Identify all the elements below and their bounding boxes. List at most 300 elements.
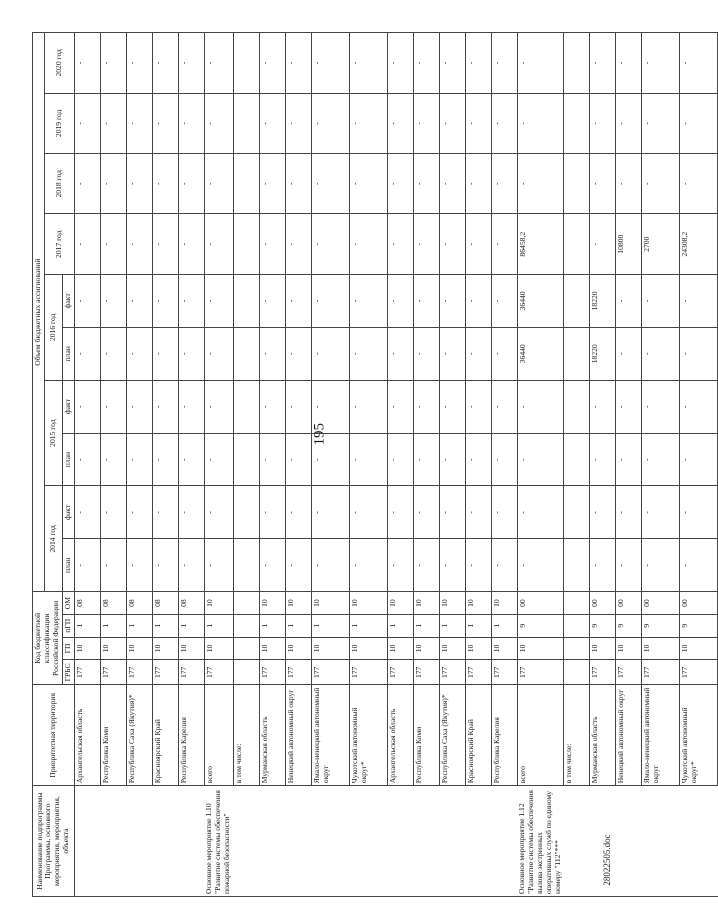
cell-f15: -: [642, 380, 680, 433]
cell-f16: -: [413, 274, 439, 327]
cell-name: [491, 786, 517, 897]
cell-p15: -: [439, 433, 465, 486]
cell-name: [233, 786, 259, 897]
cell-name: [564, 786, 590, 897]
cell-gp: 10: [642, 637, 680, 660]
cell-f16: -: [387, 274, 413, 327]
cell-y17: -: [491, 214, 517, 274]
cell-p15: -: [311, 433, 349, 486]
cell-om: [564, 592, 590, 615]
cell-p16: -: [465, 327, 491, 380]
cell-f15: -: [100, 380, 126, 433]
cell-f15: -: [178, 380, 204, 433]
cell-f14: -: [178, 486, 204, 539]
cell-y17: -: [439, 214, 465, 274]
cell-y18: -: [642, 154, 680, 214]
cell-f14: -: [616, 486, 642, 539]
cell-y19: -: [491, 93, 517, 153]
cell-p16: -: [439, 327, 465, 380]
cell-f14: -: [680, 486, 718, 539]
cell-p16: [564, 327, 590, 380]
cell-pgp: 9: [590, 614, 616, 637]
cell-grbs: 177: [642, 660, 680, 685]
cell-y18: [564, 154, 590, 214]
cell-gp: 10: [590, 637, 616, 660]
cell-territory: Мурманская область: [259, 685, 285, 786]
cell-gp: 10: [178, 637, 204, 660]
cell-p15: -: [349, 433, 387, 486]
cell-p16: 18220: [590, 327, 616, 380]
header-2020: 2020 год: [44, 33, 74, 94]
table-row: [517, 33, 564, 897]
header-2018: 2018 год: [44, 154, 74, 214]
cell-p15: -: [204, 433, 233, 486]
cell-grbs: [564, 660, 590, 685]
cell-p16: -: [680, 327, 718, 380]
cell-f16: -: [465, 274, 491, 327]
cell-f16: -: [311, 274, 349, 327]
table-body: [74, 33, 718, 897]
cell-y19: -: [439, 93, 465, 153]
cell-p14: -: [152, 539, 178, 592]
cell-name: [387, 786, 413, 897]
cell-f14: -: [465, 486, 491, 539]
cell-pgp: 1: [152, 614, 178, 637]
cell-f15: [233, 380, 259, 433]
cell-y19: [233, 93, 259, 153]
cell-grbs: 177: [387, 660, 413, 685]
cell-pgp: 9: [680, 614, 718, 637]
table-row: [311, 33, 349, 897]
cell-f16: -: [204, 274, 233, 327]
cell-f14: -: [311, 486, 349, 539]
cell-grbs: 177: [311, 660, 349, 685]
cell-y17: [564, 214, 590, 274]
cell-p14: -: [517, 539, 564, 592]
header-gp: ГП: [62, 637, 74, 660]
cell-y20: -: [413, 33, 439, 94]
header-name: Наименование подпрограммы Программы, основного мероприятия, мероприятия, объекта: [33, 786, 75, 897]
cell-y20: -: [616, 33, 642, 94]
cell-f14: -: [590, 486, 616, 539]
header-om: ОМ: [62, 592, 74, 615]
cell-name: [285, 786, 311, 897]
cell-name: [311, 786, 349, 897]
cell-p14: -: [349, 539, 387, 592]
cell-y19: -: [178, 93, 204, 153]
cell-y19: -: [74, 93, 100, 153]
cell-y20: -: [311, 33, 349, 94]
page-number-text: 195: [311, 423, 328, 446]
cell-territory: Республика Саха (Якутия)*: [126, 685, 152, 786]
cell-name: [126, 786, 152, 897]
cell-p16: -: [285, 327, 311, 380]
cell-gp: 10: [311, 637, 349, 660]
cell-p14: -: [439, 539, 465, 592]
cell-territory: Архангельская область: [74, 685, 100, 786]
cell-territory: Республика Саха (Якутия)*: [439, 685, 465, 786]
cell-y17: -: [387, 214, 413, 274]
cell-p16: -: [259, 327, 285, 380]
cell-p16: -: [126, 327, 152, 380]
table-row: [259, 33, 285, 897]
cell-f14: -: [642, 486, 680, 539]
cell-pgp: 1: [465, 614, 491, 637]
cell-p14: -: [642, 539, 680, 592]
cell-om: 10: [259, 592, 285, 615]
cell-grbs: 177: [100, 660, 126, 685]
cell-p15: -: [517, 433, 564, 486]
header-territory: Приоритетная территория: [33, 685, 75, 786]
cell-p15: -: [680, 433, 718, 486]
cell-y19: -: [590, 93, 616, 153]
cell-p14: -: [259, 539, 285, 592]
cell-grbs: 177: [517, 660, 564, 685]
cell-om: 00: [680, 592, 718, 615]
cell-territory: Мурманская область: [590, 685, 616, 786]
cell-p16: [233, 327, 259, 380]
cell-y19: -: [387, 93, 413, 153]
cell-y18: -: [285, 154, 311, 214]
file-name-stamp: [600, 830, 614, 890]
cell-gp: 10: [126, 637, 152, 660]
cell-y19: -: [204, 93, 233, 153]
cell-om: 00: [590, 592, 616, 615]
cell-name: [680, 786, 718, 897]
cell-grbs: 177: [413, 660, 439, 685]
cell-y18: -: [259, 154, 285, 214]
cell-p14: -: [616, 539, 642, 592]
cell-y18: -: [311, 154, 349, 214]
cell-f16: -: [259, 274, 285, 327]
cell-y17: -: [285, 214, 311, 274]
cell-f16: -: [491, 274, 517, 327]
cell-y17: -: [413, 214, 439, 274]
header-2016: 2016 год: [44, 274, 62, 380]
cell-pgp: 1: [178, 614, 204, 637]
cell-p15: -: [126, 433, 152, 486]
cell-y20: -: [100, 33, 126, 94]
cell-y18: -: [126, 154, 152, 214]
cell-y18: -: [100, 154, 126, 214]
cell-pgp: 1: [204, 614, 233, 637]
cell-om: 08: [74, 592, 100, 615]
header-code-group: Код бюджетной классификации Российской Федерации: [33, 592, 63, 685]
cell-pgp: [233, 614, 259, 637]
cell-name: [413, 786, 439, 897]
cell-y20: -: [491, 33, 517, 94]
cell-p15: -: [616, 433, 642, 486]
table-row: [680, 33, 718, 897]
cell-name: Основное мероприятие 1.12 "Развитие системы обеспечения вызова экстренных оперативных служб по единому номеру "112"***: [517, 786, 564, 897]
cell-f16: -: [285, 274, 311, 327]
cell-territory: в том числе:: [564, 685, 590, 786]
cell-y18: -: [204, 154, 233, 214]
cell-territory: Республика Коми: [100, 685, 126, 786]
cell-f15: -: [74, 380, 100, 433]
cell-f14: -: [259, 486, 285, 539]
cell-name: Основное мероприятие 1.10 "Развитие системы обеспечения пожарной безопасности": [204, 786, 233, 897]
cell-f16: -: [152, 274, 178, 327]
cell-p14: [564, 539, 590, 592]
cell-y17: -: [152, 214, 178, 274]
cell-territory: Красноярский Край: [465, 685, 491, 786]
cell-territory: Чукотский автономный округ*: [349, 685, 387, 786]
cell-p15: -: [259, 433, 285, 486]
cell-y17: 24308,2: [680, 214, 718, 274]
cell-f14: -: [100, 486, 126, 539]
cell-territory: Ямало-ненецкий автономный округ: [311, 685, 349, 786]
cell-gp: 10: [491, 637, 517, 660]
cell-f14: -: [204, 486, 233, 539]
cell-f15: -: [616, 380, 642, 433]
cell-territory: Республика Карелия: [178, 685, 204, 786]
cell-y18: -: [387, 154, 413, 214]
cell-f15: -: [259, 380, 285, 433]
cell-y19: -: [413, 93, 439, 153]
table-row: [126, 33, 152, 897]
cell-y17: -: [349, 214, 387, 274]
table-row: [100, 33, 126, 897]
cell-f14: -: [439, 486, 465, 539]
cell-f15: -: [465, 380, 491, 433]
cell-p14: -: [178, 539, 204, 592]
cell-p14: -: [311, 539, 349, 592]
header-volume-group: Объем бюджетных ассигнований: [33, 33, 45, 592]
cell-y17: -: [259, 214, 285, 274]
cell-f15: -: [311, 380, 349, 433]
header-2019: 2019 год: [44, 93, 74, 153]
cell-f16: 36440: [517, 274, 564, 327]
table-row: [616, 33, 642, 897]
table-row: [233, 33, 259, 897]
cell-y17: -: [465, 214, 491, 274]
cell-gp: 10: [439, 637, 465, 660]
cell-y19: -: [616, 93, 642, 153]
cell-p16: -: [349, 327, 387, 380]
cell-om: 00: [642, 592, 680, 615]
cell-pgp: 1: [439, 614, 465, 637]
cell-grbs: 177: [204, 660, 233, 685]
cell-y19: [564, 93, 590, 153]
cell-name: [465, 786, 491, 897]
cell-gp: 10: [204, 637, 233, 660]
cell-p15: [564, 433, 590, 486]
cell-p15: -: [491, 433, 517, 486]
cell-name: [74, 786, 100, 897]
header-2014-fact: факт: [62, 486, 74, 539]
cell-pgp: 9: [616, 614, 642, 637]
cell-om: 10: [439, 592, 465, 615]
cell-p14: -: [126, 539, 152, 592]
cell-y17: -: [204, 214, 233, 274]
cell-y18: -: [491, 154, 517, 214]
table-row: [590, 33, 616, 897]
cell-om: 00: [517, 592, 564, 615]
cell-f16: 18220: [590, 274, 616, 327]
cell-y20: -: [680, 33, 718, 94]
cell-name: [439, 786, 465, 897]
cell-y19: -: [465, 93, 491, 153]
cell-om: 10: [349, 592, 387, 615]
cell-p15: -: [413, 433, 439, 486]
cell-p16: -: [100, 327, 126, 380]
cell-y18: -: [74, 154, 100, 214]
cell-gp: [233, 637, 259, 660]
table-row: [642, 33, 680, 897]
cell-gp: 10: [152, 637, 178, 660]
cell-grbs: [233, 660, 259, 685]
cell-p14: [233, 539, 259, 592]
cell-p16: -: [204, 327, 233, 380]
header-2014: 2014 год: [44, 486, 62, 592]
cell-y17: -: [178, 214, 204, 274]
cell-territory: всего: [517, 685, 564, 786]
cell-y18: [233, 154, 259, 214]
cell-p14: -: [204, 539, 233, 592]
cell-gp: 10: [517, 637, 564, 660]
cell-y20: -: [387, 33, 413, 94]
cell-om: 08: [100, 592, 126, 615]
cell-f14: -: [491, 486, 517, 539]
cell-p16: -: [311, 327, 349, 380]
cell-om: 08: [178, 592, 204, 615]
cell-territory: Ненецкий автономный округ: [285, 685, 311, 786]
cell-f16: -: [100, 274, 126, 327]
cell-y19: -: [100, 93, 126, 153]
cell-f16: -: [178, 274, 204, 327]
cell-y20: -: [349, 33, 387, 94]
file-name-text: 28022505.doc: [602, 834, 612, 886]
cell-gp: 10: [616, 637, 642, 660]
cell-pgp: [564, 614, 590, 637]
cell-p14: -: [465, 539, 491, 592]
cell-y20: -: [517, 33, 564, 94]
cell-y17: 2700: [642, 214, 680, 274]
cell-f15: -: [590, 380, 616, 433]
cell-grbs: 177: [349, 660, 387, 685]
cell-name: [152, 786, 178, 897]
cell-y19: -: [642, 93, 680, 153]
cell-grbs: 177: [126, 660, 152, 685]
cell-y17: 86458,2: [517, 214, 564, 274]
cell-p14: -: [413, 539, 439, 592]
cell-territory: Красноярский Край: [152, 685, 178, 786]
cell-territory: Архангельская область: [387, 685, 413, 786]
cell-y17: -: [74, 214, 100, 274]
header-2015-plan: план: [62, 433, 74, 486]
cell-grbs: 177: [616, 660, 642, 685]
cell-y18: -: [517, 154, 564, 214]
cell-y20: -: [178, 33, 204, 94]
cell-y20: -: [439, 33, 465, 94]
cell-f16: -: [439, 274, 465, 327]
cell-y19: -: [517, 93, 564, 153]
cell-territory: Республика Карелия: [491, 685, 517, 786]
cell-pgp: 1: [387, 614, 413, 637]
cell-y20: -: [285, 33, 311, 94]
table-row: [152, 33, 178, 897]
cell-f16: -: [349, 274, 387, 327]
cell-p15: [233, 433, 259, 486]
cell-om: 10: [311, 592, 349, 615]
table-row: [439, 33, 465, 897]
cell-f14: -: [152, 486, 178, 539]
cell-f16: -: [642, 274, 680, 327]
header-2016-fact: факт: [62, 274, 74, 327]
cell-f15: -: [439, 380, 465, 433]
cell-y18: -: [349, 154, 387, 214]
cell-p16: -: [178, 327, 204, 380]
cell-f15: -: [680, 380, 718, 433]
cell-y17: -: [126, 214, 152, 274]
cell-gp: 10: [100, 637, 126, 660]
cell-y20: [233, 33, 259, 94]
cell-y17: 10800: [616, 214, 642, 274]
cell-f15: -: [349, 380, 387, 433]
cell-f15: -: [204, 380, 233, 433]
cell-p15: -: [590, 433, 616, 486]
cell-y19: -: [349, 93, 387, 153]
cell-grbs: 177: [680, 660, 718, 685]
table-row: [564, 33, 590, 897]
cell-f14: [564, 486, 590, 539]
cell-y19: -: [680, 93, 718, 153]
cell-grbs: 177: [590, 660, 616, 685]
cell-grbs: 177: [465, 660, 491, 685]
cell-y18: -: [152, 154, 178, 214]
header-grbs: ГРБС: [62, 660, 74, 685]
cell-grbs: 177: [74, 660, 100, 685]
cell-territory: в том числе:: [233, 685, 259, 786]
cell-y17: [233, 214, 259, 274]
cell-f16: -: [126, 274, 152, 327]
cell-f16: -: [616, 274, 642, 327]
cell-y19: -: [126, 93, 152, 153]
cell-gp: 10: [465, 637, 491, 660]
cell-p14: -: [590, 539, 616, 592]
cell-name: [642, 786, 680, 897]
cell-om: 10: [413, 592, 439, 615]
cell-p16: -: [413, 327, 439, 380]
cell-f15: -: [413, 380, 439, 433]
cell-name: [178, 786, 204, 897]
cell-f15: -: [285, 380, 311, 433]
cell-y20: -: [642, 33, 680, 94]
header-2015-fact: факт: [62, 380, 74, 433]
cell-f14: -: [387, 486, 413, 539]
cell-territory: Ямало-ненецкий автономный округ: [642, 685, 680, 786]
cell-p15: -: [152, 433, 178, 486]
table-row: [465, 33, 491, 897]
cell-gp: 10: [74, 637, 100, 660]
cell-p16: -: [387, 327, 413, 380]
cell-f16: -: [680, 274, 718, 327]
cell-pgp: 1: [349, 614, 387, 637]
cell-y17: -: [590, 214, 616, 274]
cell-gp: 10: [259, 637, 285, 660]
header-2016-plan: план: [62, 327, 74, 380]
cell-f15: -: [517, 380, 564, 433]
cell-f15: -: [491, 380, 517, 433]
cell-y18: -: [439, 154, 465, 214]
table-row: [285, 33, 311, 897]
cell-p16: -: [152, 327, 178, 380]
cell-pgp: 9: [517, 614, 564, 637]
cell-y19: -: [311, 93, 349, 153]
table-row: [491, 33, 517, 897]
cell-y18: -: [590, 154, 616, 214]
